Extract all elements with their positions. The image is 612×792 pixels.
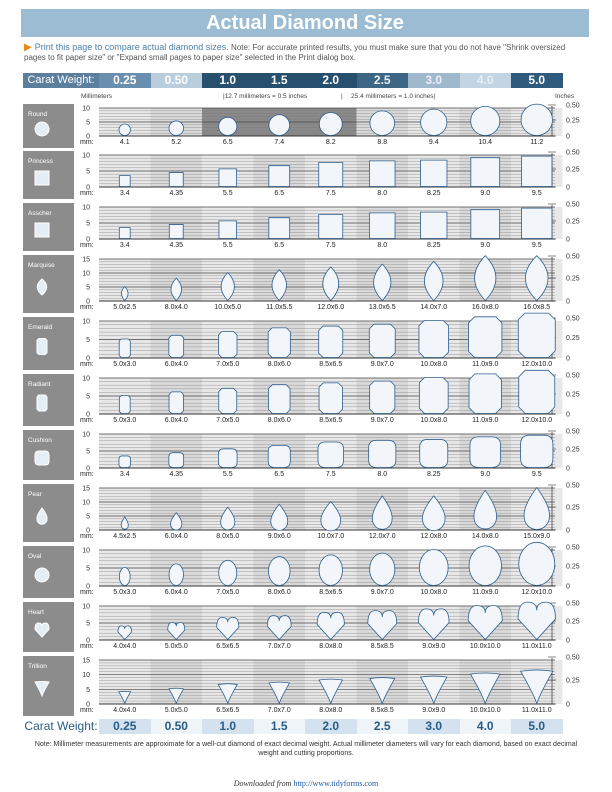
shape-name: Princess <box>28 158 53 165</box>
mm-size-label: 6.5 <box>274 242 285 249</box>
mm-size-label: 8.8 <box>377 139 388 146</box>
shape-name: Pear <box>28 491 42 498</box>
inch-tick-label: 0.25 <box>566 618 580 626</box>
mm-tick-label: 0 <box>86 411 90 419</box>
inch-tick-label: 0 <box>566 527 570 535</box>
mm-size-label: 6.5 <box>274 190 285 197</box>
mm-size-label: 12.0x10.0 <box>521 361 553 368</box>
mm-tick-label: 0 <box>86 236 90 244</box>
mm-size-label: 8.5x6.5 <box>319 417 343 424</box>
mm-tick-label: 15 <box>82 657 90 665</box>
mm-tick-label: 5 <box>86 620 90 628</box>
mm-size-label: 8.5x6.5 <box>319 589 343 596</box>
inch-tick-label: 0 <box>566 701 570 709</box>
mm-size-label: 7.5 <box>325 242 336 249</box>
emerald-stone <box>268 385 290 414</box>
inch-tick-label: 0.25 <box>566 504 580 512</box>
inch-tick-label: 0.50 <box>566 102 580 110</box>
mm-size-label: 4.0x4.0 <box>113 643 137 650</box>
emerald-shape-icon <box>37 395 47 411</box>
mm-size-label: 5.0x3.0 <box>113 361 137 368</box>
carat-weight-cell: 2.0 <box>305 73 357 88</box>
mm-size-label: 8.0x6.0 <box>267 589 291 596</box>
inch-tick-label: 0.25 <box>566 166 580 174</box>
footnote: Note: Millimeter measurements are approximate for a well-cut diamond of exact decimal weight. Actual millimeter diameters will vary for each diamond, based on exact decimal weight and cutting proportions. <box>34 741 578 757</box>
mm-tick-label: 10 <box>82 499 90 507</box>
oval-stone <box>519 542 555 585</box>
emerald-shape-icon <box>37 339 47 355</box>
mm-tick-label: 5 <box>86 513 90 521</box>
emerald-stone <box>169 335 184 357</box>
mm-tick-label: 10 <box>82 318 90 326</box>
mm-size-label: 3.4 <box>119 242 130 249</box>
mm-tick-label: 10 <box>82 375 90 383</box>
oval-stone <box>319 555 342 586</box>
emerald-stone <box>469 317 502 358</box>
mm-tick-label: 5 <box>86 168 90 176</box>
square-stone <box>522 156 552 186</box>
carat-weight-cell: 0.50 <box>151 73 203 88</box>
mm-size-label: 9.5 <box>531 471 542 478</box>
mm-prefix: mm: <box>80 139 94 146</box>
download-prefix: Downloaded from <box>233 779 294 788</box>
mm-tick-label: 0 <box>86 184 90 192</box>
download-link[interactable]: http://www.tidyforms.com <box>293 779 379 788</box>
inch-tick-label: 0.25 <box>566 677 580 685</box>
mm-size-label: 6.5x6.5 <box>216 707 240 714</box>
emerald-stone <box>370 381 395 413</box>
cushion-stone <box>268 445 290 467</box>
emerald-stone <box>119 339 130 357</box>
emerald-stone <box>369 324 395 357</box>
round-stone <box>169 121 184 136</box>
carat-weight-cell: 3.0 <box>408 719 460 734</box>
mm-size-label: 9.0 <box>480 242 491 249</box>
inch-tick-label: 0 <box>566 637 570 645</box>
inch-tick-label: 0.50 <box>566 482 580 490</box>
mm-size-label: 4.5x2.5 <box>113 533 137 540</box>
square-stone <box>369 161 395 187</box>
oval-stone <box>268 557 290 586</box>
inch-tick-label: 0 <box>566 133 570 141</box>
inch-tick-label: 0.25 <box>566 275 580 283</box>
oval-stone <box>370 553 395 585</box>
mm-size-label: 7.0x5.0 <box>216 589 240 596</box>
mm-size-label: 14.0x7.0 <box>420 304 448 311</box>
mm-tick-label: 0 <box>86 298 90 306</box>
mm-size-label: 8.0 <box>377 190 388 197</box>
emerald-stone <box>519 370 555 413</box>
mm-size-label: 9.0 <box>480 471 491 478</box>
carat-weight-cell: 4.0 <box>460 73 512 88</box>
carat-weight-label: Carat Weight: <box>23 73 99 88</box>
cushion-stone <box>318 442 344 468</box>
mm-size-label: 16.0x8.0 <box>471 304 499 311</box>
mm-prefix: mm: <box>80 643 94 650</box>
mm-size-label: 11.0x9.0 <box>472 361 499 368</box>
mm-size-label: 8.0 <box>377 471 388 478</box>
mm-tick-label: 10 <box>82 672 90 680</box>
shape-name: Trillion <box>28 663 47 670</box>
millimeters-label: Millimeters <box>81 93 113 100</box>
mm-size-label: 9.0x9.0 <box>422 643 446 650</box>
shape-name: Asscher <box>28 210 52 217</box>
asscher-stone <box>471 210 500 239</box>
round-stone <box>370 111 395 136</box>
mm-tick-label: 10 <box>82 152 90 160</box>
round-stone <box>269 115 290 136</box>
mm-size-label: 11.0x9.0 <box>472 589 499 596</box>
round-stone <box>471 106 500 135</box>
inch-tick-label: 0 <box>566 411 570 419</box>
mm-size-label: 15.0x9.0 <box>523 533 551 540</box>
mm-tick-label: 0 <box>86 637 90 645</box>
asscher-stone <box>319 215 343 239</box>
mm-tick-label: 10 <box>82 204 90 212</box>
mm-size-label: 5.2 <box>171 139 182 146</box>
mm-size-label: 11.0x9.0 <box>472 417 499 424</box>
inch-tick-label: 0 <box>566 355 570 363</box>
mm-size-label: 7.4 <box>274 139 285 146</box>
square-shape-icon <box>35 171 49 185</box>
mm-size-label: 9.5 <box>531 242 542 249</box>
mm-size-label: 10.0x8.0 <box>420 417 448 424</box>
mm-size-label: 9.5 <box>531 190 542 197</box>
shape-name: Cushion <box>28 437 52 444</box>
mm-size-label: 6.5 <box>222 139 233 146</box>
cushion-shape-icon <box>35 451 49 465</box>
mm-prefix: mm: <box>80 242 94 249</box>
carat-weight-cell: 0.25 <box>99 719 151 734</box>
inch-tick-label: 0.50 <box>566 315 580 323</box>
mm-prefix: mm: <box>80 304 94 311</box>
mm-size-label: 8.0x8.0 <box>319 643 343 650</box>
mm-size-label: 9.4 <box>428 139 439 146</box>
mm-size-label: 4.0x4.0 <box>113 707 137 714</box>
cushion-stone <box>420 439 448 467</box>
mm-prefix: mm: <box>80 190 94 197</box>
intro-note: Note: For accurate printed results, you must make sure that you do not have "Shrink oversized pages to fit paper size" or "Expand small pages to paper size" selected in the Print dialog box. <box>24 43 566 62</box>
shape-name: Heart <box>28 609 44 616</box>
carat-weight-footer <box>23 719 588 734</box>
mm-prefix: mm: <box>80 417 94 424</box>
carat-weight-cell: 2.5 <box>357 73 409 88</box>
inch-tick-label: 0.25 <box>566 218 580 226</box>
mm-size-label: 10.0x10.0 <box>469 707 501 714</box>
mm-size-label: 6.5 <box>274 471 285 478</box>
mm-size-label: 5.0x5.0 <box>164 643 188 650</box>
mm-tick-label: 5 <box>86 119 90 127</box>
mm-size-label: 9.0 <box>480 190 491 197</box>
mm-tick-label: 5 <box>86 220 90 228</box>
emerald-stone <box>518 313 555 357</box>
mm-size-label: 13.0x6.5 <box>368 304 396 311</box>
mm-tick-label: 10 <box>82 431 90 439</box>
inch-tick-label: 0.25 <box>566 117 580 125</box>
mm-size-label: 7.5 <box>325 471 336 478</box>
mm-size-label: 4.35 <box>169 242 184 249</box>
intro-lead: Print this page to compare actual diamond sizes. <box>34 42 229 52</box>
mm-size-label: 10.0x5.0 <box>214 304 242 311</box>
mm-tick-label: 5 <box>86 284 90 292</box>
shape-name: Round <box>28 111 48 118</box>
mm-tick-label: 0 <box>86 465 90 473</box>
mm-size-label: 12.0x10.0 <box>521 417 553 424</box>
mm-size-label: 7.0x7.0 <box>267 643 291 650</box>
mm-size-label: 10.0x8.0 <box>420 361 448 368</box>
mm-tick-label: 0 <box>86 133 90 141</box>
mm-size-label: 8.0 <box>377 242 388 249</box>
asscher-stone <box>269 218 290 239</box>
page-title: Actual Diamond Size <box>21 9 589 37</box>
inch-tick-label: 0.50 <box>566 600 580 608</box>
cushion-stone <box>218 449 237 468</box>
carat-weight-cell: 5.0 <box>511 719 563 734</box>
mm-size-label: 9.0x7.0 <box>370 361 394 368</box>
carat-weight-cell: 1.5 <box>254 719 306 734</box>
square-stone <box>471 158 500 187</box>
mm-prefix: mm: <box>80 361 94 368</box>
round-stone <box>219 117 237 135</box>
square-stone <box>169 173 183 187</box>
asscher-stone <box>369 213 395 239</box>
emerald-stone <box>119 396 130 414</box>
one-inch-label: 25.4 millimeters = 1.0 inches| <box>351 93 436 100</box>
mm-tick-label: 0 <box>86 527 90 535</box>
inch-tick-label: 0 <box>566 236 570 244</box>
asscher-stone <box>421 212 447 238</box>
inch-tick-label: 0.50 <box>566 428 580 436</box>
oval-shape-icon <box>35 568 49 582</box>
mm-tick-label: 15 <box>82 256 90 264</box>
carat-weight-cell: 1.5 <box>254 73 306 88</box>
cushion-stone <box>119 456 131 468</box>
inch-tick-label: 0.50 <box>566 544 580 552</box>
mm-size-label: 3.4 <box>119 190 130 197</box>
mm-size-label: 7.0x5.0 <box>216 361 240 368</box>
mm-tick-label: 5 <box>86 686 90 694</box>
carat-weight-label: Carat Weight: <box>24 719 98 733</box>
emerald-stone <box>469 374 501 414</box>
shape-name: Emerald <box>28 324 53 331</box>
mm-size-label: 12.0x7.0 <box>368 533 396 540</box>
carat-weight-cell: 3.0 <box>408 73 460 88</box>
mm-tick-label: 0 <box>86 701 90 709</box>
mm-size-label: 11.2 <box>530 139 544 146</box>
mm-size-label: 3.4 <box>119 471 130 478</box>
square-stone <box>219 169 237 187</box>
oval-stone <box>169 564 183 586</box>
mm-tick-label: 5 <box>86 337 90 344</box>
emerald-stone <box>219 332 238 358</box>
mm-size-label: 8.0x8.0 <box>319 707 343 714</box>
shape-name: Oval <box>28 553 42 560</box>
mm-size-label: 11.0x11.0 <box>521 707 552 714</box>
inch-tick-label: 0.50 <box>566 654 580 662</box>
mm-size-label: 6.5x6.5 <box>216 643 240 650</box>
round-stone <box>421 109 447 135</box>
square-stone <box>119 176 130 187</box>
mm-size-label: 10.0x8.0 <box>420 589 448 596</box>
emerald-stone <box>169 392 183 414</box>
mm-tick-label: 5 <box>86 565 90 573</box>
mm-size-label: 5.0x2.5 <box>113 304 137 311</box>
round-stone <box>119 124 130 135</box>
mm-size-label: 6.0x4.0 <box>164 533 188 540</box>
mm-size-label: 7.5 <box>325 190 336 197</box>
emerald-stone <box>319 383 342 414</box>
cushion-stone <box>470 437 501 468</box>
inch-tick-label: 0.50 <box>566 201 580 209</box>
mm-tick-label: 10 <box>82 547 90 555</box>
mm-size-label: 7.0x5.0 <box>216 417 240 424</box>
mm-size-label: 8.0x4.0 <box>164 304 188 311</box>
mm-size-label: 8.5x6.5 <box>319 361 343 368</box>
inch-tick-label: 0.25 <box>566 446 580 454</box>
scale-separator: | <box>341 93 343 100</box>
mm-prefix: mm: <box>80 707 94 714</box>
inches-label: Inches <box>555 93 575 100</box>
mm-tick-label: 10 <box>82 105 90 113</box>
inch-tick-label: 0.25 <box>566 391 580 399</box>
mm-size-label: 10.4 <box>478 139 493 146</box>
oval-stone <box>419 549 448 585</box>
carat-weight-cell: 5.0 <box>511 73 563 88</box>
square-stone <box>319 163 343 187</box>
oval-stone <box>119 568 130 586</box>
mm-size-label: 12.0x10.0 <box>521 589 553 596</box>
mm-size-label: 5.0x5.0 <box>164 707 188 714</box>
mm-size-label: 6.0x4.0 <box>164 417 188 424</box>
mm-size-label: 8.25 <box>426 190 441 197</box>
mm-size-label: 16.0x8.5 <box>523 304 551 311</box>
mm-size-label: 9.0x9.0 <box>422 707 446 714</box>
mm-tick-label: 0 <box>86 355 90 363</box>
mm-size-label: 6.0x4.0 <box>164 589 188 596</box>
mm-tick-label: 5 <box>86 448 90 456</box>
inch-tick-label: 0.50 <box>566 149 580 157</box>
carat-weight-cell: 1.0 <box>202 73 254 88</box>
half-inch-label: |12.7 millimeters = 0.5 inches <box>223 93 308 100</box>
mm-size-label: 11.0x5.5 <box>266 304 293 311</box>
mm-tick-label: 5 <box>86 393 90 401</box>
shape-name: Marquise <box>28 262 55 269</box>
inch-tick-label: 0.25 <box>566 335 580 342</box>
mm-prefix: mm: <box>80 471 94 478</box>
round-stone <box>319 113 342 136</box>
mm-tick-label: 10 <box>82 603 90 611</box>
asscher-stone <box>169 225 183 239</box>
inch-tick-label: 0 <box>566 298 570 306</box>
mm-size-label: 5.0x3.0 <box>113 589 137 596</box>
carat-weight-cell: 4.0 <box>460 719 512 734</box>
inch-tick-label: 0.25 <box>566 563 580 571</box>
download-credit <box>0 779 612 788</box>
mm-size-label: 11.0x11.0 <box>521 643 552 650</box>
emerald-stone <box>419 378 448 414</box>
mm-size-label: 9.0x7.0 <box>370 589 394 596</box>
mm-size-label: 4.35 <box>169 471 184 478</box>
mm-size-label: 12.0x6.0 <box>317 304 345 311</box>
mm-size-label: 8.25 <box>426 471 441 478</box>
emerald-stone <box>268 328 290 358</box>
mm-size-label: 8.0x6.0 <box>267 361 291 368</box>
emerald-stone <box>219 388 237 413</box>
mm-size-label: 5.5 <box>222 242 233 249</box>
mm-size-label: 8.0x5.0 <box>216 533 240 540</box>
mm-size-label: 4.1 <box>119 139 130 146</box>
oval-stone <box>219 560 237 585</box>
mm-size-label: 6.0x4.0 <box>164 361 188 368</box>
asscher-stone <box>522 208 552 238</box>
round-shape-icon <box>35 122 49 136</box>
mm-size-label: 10.0x10.0 <box>469 643 501 650</box>
oval-stone <box>469 546 501 586</box>
inch-tick-label: 0 <box>566 184 570 192</box>
asscher-stone <box>219 221 237 239</box>
square-stone <box>421 160 447 186</box>
mm-prefix: mm: <box>80 533 94 540</box>
mm-size-label: 4.35 <box>169 190 184 197</box>
mm-size-label: 8.2 <box>325 139 336 146</box>
mm-tick-label: 15 <box>82 485 90 493</box>
asscher-stone <box>119 228 130 239</box>
round-stone <box>521 104 552 135</box>
cushion-stone <box>521 435 553 467</box>
mm-size-label: 8.25 <box>426 242 441 249</box>
cushion-stone <box>169 453 184 468</box>
emerald-stone <box>319 326 343 357</box>
mm-size-label: 5.0x3.0 <box>113 417 137 424</box>
inch-tick-label: 0.50 <box>566 372 580 380</box>
mm-size-label: 8.5x8.5 <box>370 643 394 650</box>
mm-size-label: 12.0x8.0 <box>420 533 448 540</box>
cushion-stone <box>369 440 396 467</box>
carat-weight-cell: 2.0 <box>305 719 357 734</box>
shape-name: Radiant <box>28 381 51 388</box>
emerald-stone <box>419 321 449 358</box>
mm-size-label: 8.5x8.5 <box>370 707 394 714</box>
mm-size-label: 7.0x7.0 <box>267 707 291 714</box>
asscher-shape-icon <box>35 223 49 237</box>
mm-tick-label: 0 <box>86 583 90 591</box>
inch-tick-label: 0 <box>566 583 570 591</box>
mm-size-label: 10.0x7.0 <box>317 533 345 540</box>
play-arrow-icon: ▶ <box>24 42 32 53</box>
mm-size-label: 5.5 <box>222 190 233 197</box>
inch-tick-label: 0 <box>566 465 570 473</box>
inch-tick-label: 0.50 <box>566 253 580 261</box>
mm-size-label: 9.0x7.0 <box>370 417 394 424</box>
carat-weight-cell: 0.25 <box>99 73 151 88</box>
mm-size-label: 8.0x6.0 <box>267 417 291 424</box>
mm-size-label: 5.5 <box>222 471 233 478</box>
mm-prefix: mm: <box>80 589 94 596</box>
mm-tick-label: 10 <box>82 270 90 278</box>
carat-weight-cell: 2.5 <box>357 719 409 734</box>
carat-weight-cell: 1.0 <box>202 719 254 734</box>
square-stone <box>269 166 290 187</box>
mm-size-label: 14.0x8.0 <box>471 533 499 540</box>
mm-size-label: 9.0x6.0 <box>267 533 291 540</box>
carat-weight-cell: 0.50 <box>151 719 203 734</box>
